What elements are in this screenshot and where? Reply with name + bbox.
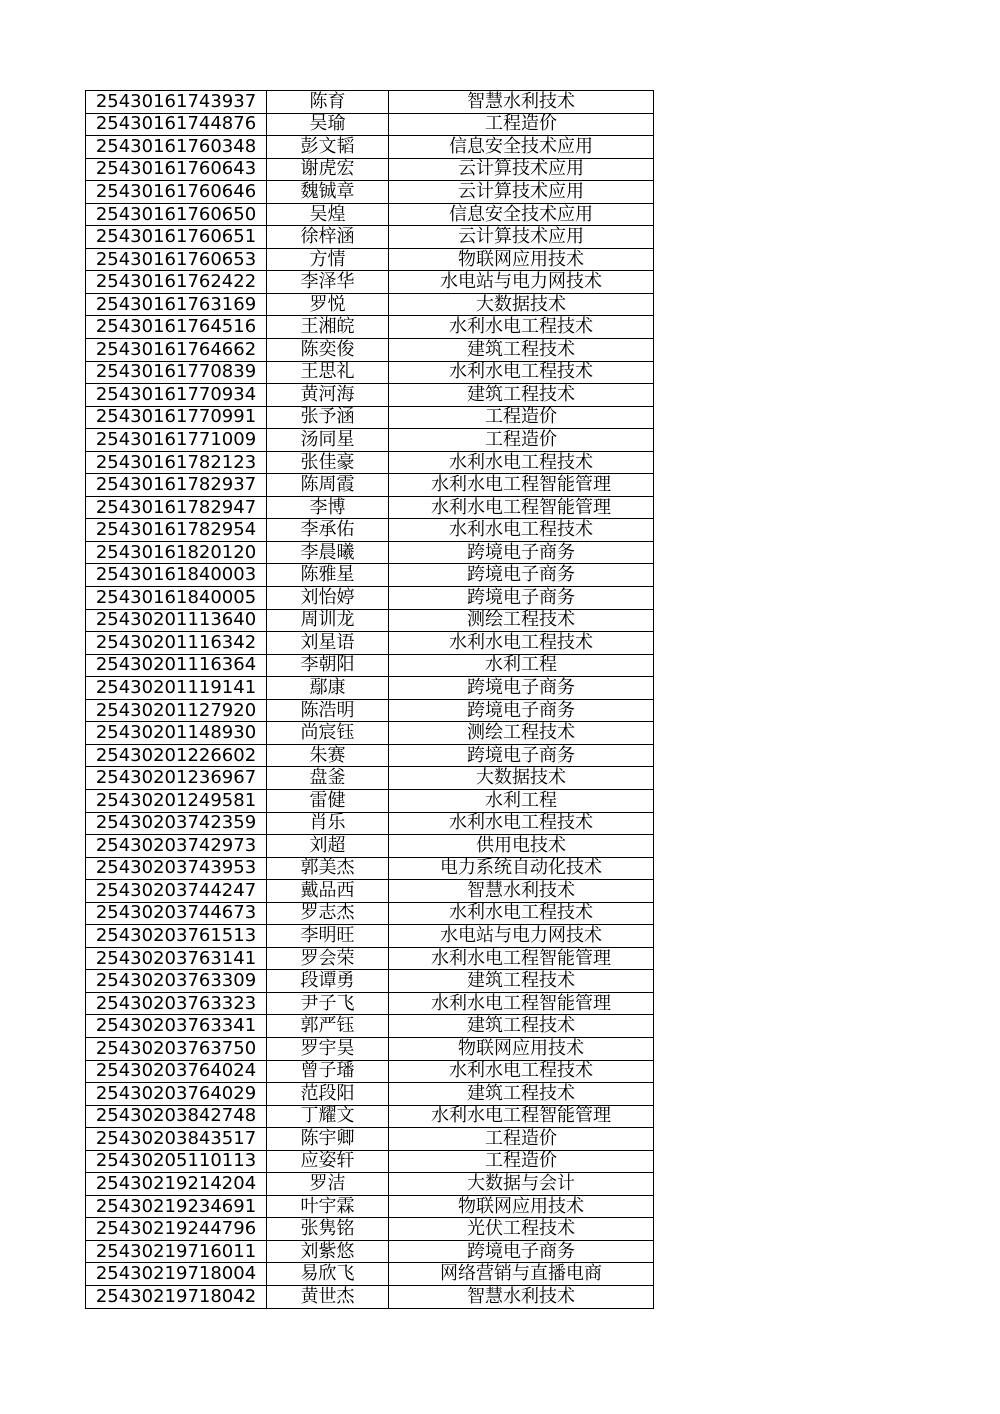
- student-id-cell: 25430203843517: [86, 1128, 267, 1151]
- table-row: [86, 857, 654, 880]
- student-id-cell: 25430203764024: [86, 1060, 267, 1083]
- table-row: [86, 384, 654, 407]
- major-cell: 测绘工程技术: [389, 609, 654, 632]
- student-name-cell: 张予涵: [267, 406, 389, 429]
- student-id-cell: 25430201119141: [86, 677, 267, 700]
- major-cell: 水利工程: [389, 654, 654, 677]
- table-row: [86, 519, 654, 542]
- student-name-cell: 彭文韬: [267, 136, 389, 159]
- table-row: [86, 789, 654, 812]
- student-name-cell: 雷健: [267, 789, 389, 812]
- student-id-cell: 25430161771009: [86, 429, 267, 452]
- student-id-cell: 25430161770934: [86, 384, 267, 407]
- student-name-cell: 肖乐: [267, 812, 389, 835]
- major-cell: 水利水电工程技术: [389, 632, 654, 655]
- table-row: [86, 496, 654, 519]
- table-row: [86, 1150, 654, 1173]
- student-name-cell: 李明旺: [267, 925, 389, 948]
- table-row: [86, 1015, 654, 1038]
- student-name-cell: 刘超: [267, 835, 389, 858]
- table-row: [86, 654, 654, 677]
- major-cell: 大数据技术: [389, 767, 654, 790]
- student-name-cell: 汤同星: [267, 429, 389, 452]
- table-row: [86, 812, 654, 835]
- student-name-cell: 罗志杰: [267, 902, 389, 925]
- student-name-cell: 李晨曦: [267, 541, 389, 564]
- major-cell: 建筑工程技术: [389, 339, 654, 362]
- student-id-cell: 25430161763169: [86, 293, 267, 316]
- table-row: [86, 1195, 654, 1218]
- table-row: [86, 474, 654, 497]
- student-id-cell: 25430161764516: [86, 316, 267, 339]
- table-row: [86, 293, 654, 316]
- major-cell: 智慧水利技术: [389, 880, 654, 903]
- student-name-cell: 陈周霞: [267, 474, 389, 497]
- table-row: [86, 925, 654, 948]
- table-row: [86, 632, 654, 655]
- student-name-cell: 鄢康: [267, 677, 389, 700]
- table-row: [86, 1218, 654, 1241]
- student-id-cell: 25430219716011: [86, 1240, 267, 1263]
- student-name-cell: 盘釜: [267, 767, 389, 790]
- student-name-cell: 丁耀文: [267, 1105, 389, 1128]
- student-name-cell: 朱赛: [267, 744, 389, 767]
- student-name-cell: 徐梓涵: [267, 226, 389, 249]
- student-name-cell: 段谭勇: [267, 970, 389, 993]
- student-name-cell: 尚宸钰: [267, 722, 389, 745]
- student-id-cell: 25430161764662: [86, 339, 267, 362]
- student-name-cell: 谢虎宏: [267, 158, 389, 181]
- student-name-cell: 应姿轩: [267, 1150, 389, 1173]
- table-row: [86, 1105, 654, 1128]
- student-id-cell: 25430161770991: [86, 406, 267, 429]
- student-name-cell: 陈育: [267, 91, 389, 114]
- major-cell: 跨境电子商务: [389, 587, 654, 610]
- major-cell: 跨境电子商务: [389, 1240, 654, 1263]
- student-id-cell: 25430161760643: [86, 158, 267, 181]
- major-cell: 建筑工程技术: [389, 1083, 654, 1106]
- student-id-cell: 25430203763141: [86, 947, 267, 970]
- student-id-cell: 25430161760651: [86, 226, 267, 249]
- student-id-cell: 25430201249581: [86, 789, 267, 812]
- table-row: [86, 587, 654, 610]
- student-name-cell: 罗洁: [267, 1173, 389, 1196]
- student-name-cell: 黄世杰: [267, 1285, 389, 1308]
- table-row: [86, 564, 654, 587]
- table-row: [86, 609, 654, 632]
- student-id-cell: 25430219718042: [86, 1285, 267, 1308]
- student-name-cell: 陈奕俊: [267, 339, 389, 362]
- table-row: [86, 1173, 654, 1196]
- student-id-cell: 25430161744876: [86, 113, 267, 136]
- table-row: [86, 1128, 654, 1151]
- major-cell: 水利工程: [389, 789, 654, 812]
- student-id-cell: 25430203763341: [86, 1015, 267, 1038]
- student-name-cell: 罗悦: [267, 293, 389, 316]
- student-id-cell: 25430161840005: [86, 587, 267, 610]
- major-cell: 智慧水利技术: [389, 91, 654, 114]
- major-cell: 信息安全技术应用: [389, 136, 654, 159]
- student-name-cell: 李承佑: [267, 519, 389, 542]
- student-id-cell: 25430203742359: [86, 812, 267, 835]
- table-row: [86, 361, 654, 384]
- table-row: [86, 181, 654, 204]
- major-cell: 工程造价: [389, 406, 654, 429]
- table-row: [86, 429, 654, 452]
- student-name-cell: 郭严钰: [267, 1015, 389, 1038]
- major-cell: 水利水电工程技术: [389, 519, 654, 542]
- table-row: [86, 1285, 654, 1308]
- table-row: [86, 451, 654, 474]
- student-id-cell: 25430201116342: [86, 632, 267, 655]
- major-cell: 水利水电工程智能管理: [389, 496, 654, 519]
- table-row: [86, 699, 654, 722]
- student-id-cell: 25430161760653: [86, 248, 267, 271]
- table-row: [86, 1060, 654, 1083]
- major-cell: 跨境电子商务: [389, 564, 654, 587]
- major-cell: 电力系统自动化技术: [389, 857, 654, 880]
- student-id-cell: 25430203763309: [86, 970, 267, 993]
- student-name-cell: 郭美杰: [267, 857, 389, 880]
- student-name-cell: 黄河海: [267, 384, 389, 407]
- table-row: [86, 1263, 654, 1286]
- student-name-cell: 李泽华: [267, 271, 389, 294]
- major-cell: 工程造价: [389, 1150, 654, 1173]
- student-id-cell: 25430205110113: [86, 1150, 267, 1173]
- student-id-cell: 25430203744673: [86, 902, 267, 925]
- table-row: [86, 835, 654, 858]
- student-table: [85, 90, 654, 1309]
- table-row: [86, 541, 654, 564]
- student-id-cell: 25430203763750: [86, 1037, 267, 1060]
- table-row: [86, 113, 654, 136]
- student-name-cell: 李朝阳: [267, 654, 389, 677]
- table-row: [86, 722, 654, 745]
- student-name-cell: 罗会荣: [267, 947, 389, 970]
- major-cell: 水利水电工程技术: [389, 361, 654, 384]
- table-row: [86, 970, 654, 993]
- major-cell: 建筑工程技术: [389, 1015, 654, 1038]
- student-id-cell: 25430161762422: [86, 271, 267, 294]
- student-id-cell: 25430219234691: [86, 1195, 267, 1218]
- table-row: [86, 226, 654, 249]
- student-name-cell: 范段阳: [267, 1083, 389, 1106]
- table-row: [86, 248, 654, 271]
- student-id-cell: 25430203744247: [86, 880, 267, 903]
- table-row: [86, 947, 654, 970]
- major-cell: 水电站与电力网技术: [389, 271, 654, 294]
- major-cell: 物联网应用技术: [389, 1195, 654, 1218]
- student-name-cell: 刘星语: [267, 632, 389, 655]
- student-id-cell: 25430161760348: [86, 136, 267, 159]
- major-cell: 工程造价: [389, 113, 654, 136]
- student-id-cell: 25430201148930: [86, 722, 267, 745]
- student-name-cell: 魏铖章: [267, 181, 389, 204]
- student-name-cell: 尹子飞: [267, 992, 389, 1015]
- student-id-cell: 25430161743937: [86, 91, 267, 114]
- major-cell: 水利水电工程智能管理: [389, 1105, 654, 1128]
- major-cell: 大数据与会计: [389, 1173, 654, 1196]
- major-cell: 供用电技术: [389, 835, 654, 858]
- student-name-cell: 张隽铭: [267, 1218, 389, 1241]
- table-row: [86, 1083, 654, 1106]
- student-name-cell: 叶宇霖: [267, 1195, 389, 1218]
- major-cell: 水电站与电力网技术: [389, 925, 654, 948]
- major-cell: 水利水电工程技术: [389, 451, 654, 474]
- student-name-cell: 刘紫悠: [267, 1240, 389, 1263]
- student-id-cell: 25430219244796: [86, 1218, 267, 1241]
- major-cell: 跨境电子商务: [389, 677, 654, 700]
- major-cell: 智慧水利技术: [389, 1285, 654, 1308]
- student-table-body: [86, 91, 654, 1309]
- major-cell: 水利水电工程智能管理: [389, 992, 654, 1015]
- table-row: [86, 902, 654, 925]
- student-name-cell: 吴煌: [267, 203, 389, 226]
- table-row: [86, 136, 654, 159]
- student-name-cell: 易欣飞: [267, 1263, 389, 1286]
- student-id-cell: 25430201236967: [86, 767, 267, 790]
- major-cell: 云计算技术应用: [389, 158, 654, 181]
- major-cell: 跨境电子商务: [389, 541, 654, 564]
- student-name-cell: 陈雅星: [267, 564, 389, 587]
- table-row: [86, 203, 654, 226]
- student-id-cell: 25430161782123: [86, 451, 267, 474]
- student-id-cell: 25430161782937: [86, 474, 267, 497]
- major-cell: 光伏工程技术: [389, 1218, 654, 1241]
- student-name-cell: 王思礼: [267, 361, 389, 384]
- table-row: [86, 744, 654, 767]
- major-cell: 水利水电工程智能管理: [389, 947, 654, 970]
- table-row: [86, 406, 654, 429]
- major-cell: 测绘工程技术: [389, 722, 654, 745]
- student-name-cell: 曾子璠: [267, 1060, 389, 1083]
- student-id-cell: 25430203763323: [86, 992, 267, 1015]
- student-id-cell: 25430201226602: [86, 744, 267, 767]
- student-id-cell: 25430161820120: [86, 541, 267, 564]
- student-name-cell: 李博: [267, 496, 389, 519]
- student-id-cell: 25430161840003: [86, 564, 267, 587]
- table-row: [86, 1240, 654, 1263]
- student-name-cell: 方情: [267, 248, 389, 271]
- major-cell: 跨境电子商务: [389, 699, 654, 722]
- student-id-cell: 25430161760646: [86, 181, 267, 204]
- student-id-cell: 25430201113640: [86, 609, 267, 632]
- student-id-cell: 25430203842748: [86, 1105, 267, 1128]
- student-id-cell: 25430219214204: [86, 1173, 267, 1196]
- major-cell: 信息安全技术应用: [389, 203, 654, 226]
- student-id-cell: 25430201116364: [86, 654, 267, 677]
- major-cell: 水利水电工程技术: [389, 812, 654, 835]
- student-name-cell: 吴瑜: [267, 113, 389, 136]
- major-cell: 网络营销与直播电商: [389, 1263, 654, 1286]
- table-row: [86, 677, 654, 700]
- student-name-cell: 周训龙: [267, 609, 389, 632]
- student-id-cell: 25430203761513: [86, 925, 267, 948]
- table-row: [86, 880, 654, 903]
- major-cell: 建筑工程技术: [389, 384, 654, 407]
- student-name-cell: 罗宇昊: [267, 1037, 389, 1060]
- student-id-cell: 25430161782954: [86, 519, 267, 542]
- major-cell: 云计算技术应用: [389, 226, 654, 249]
- major-cell: 云计算技术应用: [389, 181, 654, 204]
- table-row: [86, 1037, 654, 1060]
- major-cell: 水利水电工程技术: [389, 316, 654, 339]
- major-cell: 大数据技术: [389, 293, 654, 316]
- major-cell: 物联网应用技术: [389, 1037, 654, 1060]
- student-id-cell: 25430161770839: [86, 361, 267, 384]
- major-cell: 建筑工程技术: [389, 970, 654, 993]
- major-cell: 物联网应用技术: [389, 248, 654, 271]
- student-name-cell: 陈浩明: [267, 699, 389, 722]
- major-cell: 工程造价: [389, 1128, 654, 1151]
- major-cell: 水利水电工程技术: [389, 902, 654, 925]
- student-name-cell: 刘怡婷: [267, 587, 389, 610]
- student-name-cell: 陈宇卿: [267, 1128, 389, 1151]
- major-cell: 水利水电工程智能管理: [389, 474, 654, 497]
- student-id-cell: 25430219718004: [86, 1263, 267, 1286]
- student-id-cell: 25430203764029: [86, 1083, 267, 1106]
- table-row: [86, 767, 654, 790]
- table-row: [86, 91, 654, 114]
- student-name-cell: 戴品西: [267, 880, 389, 903]
- student-name-cell: 王湘皖: [267, 316, 389, 339]
- student-id-cell: 25430161782947: [86, 496, 267, 519]
- table-row: [86, 271, 654, 294]
- student-name-cell: 张佳豪: [267, 451, 389, 474]
- table-row: [86, 158, 654, 181]
- table-row: [86, 339, 654, 362]
- major-cell: 跨境电子商务: [389, 744, 654, 767]
- student-id-cell: 25430203742973: [86, 835, 267, 858]
- major-cell: 工程造价: [389, 429, 654, 452]
- table-row: [86, 316, 654, 339]
- student-id-cell: 25430203743953: [86, 857, 267, 880]
- student-id-cell: 25430201127920: [86, 699, 267, 722]
- student-id-cell: 25430161760650: [86, 203, 267, 226]
- table-row: [86, 992, 654, 1015]
- major-cell: 水利水电工程技术: [389, 1060, 654, 1083]
